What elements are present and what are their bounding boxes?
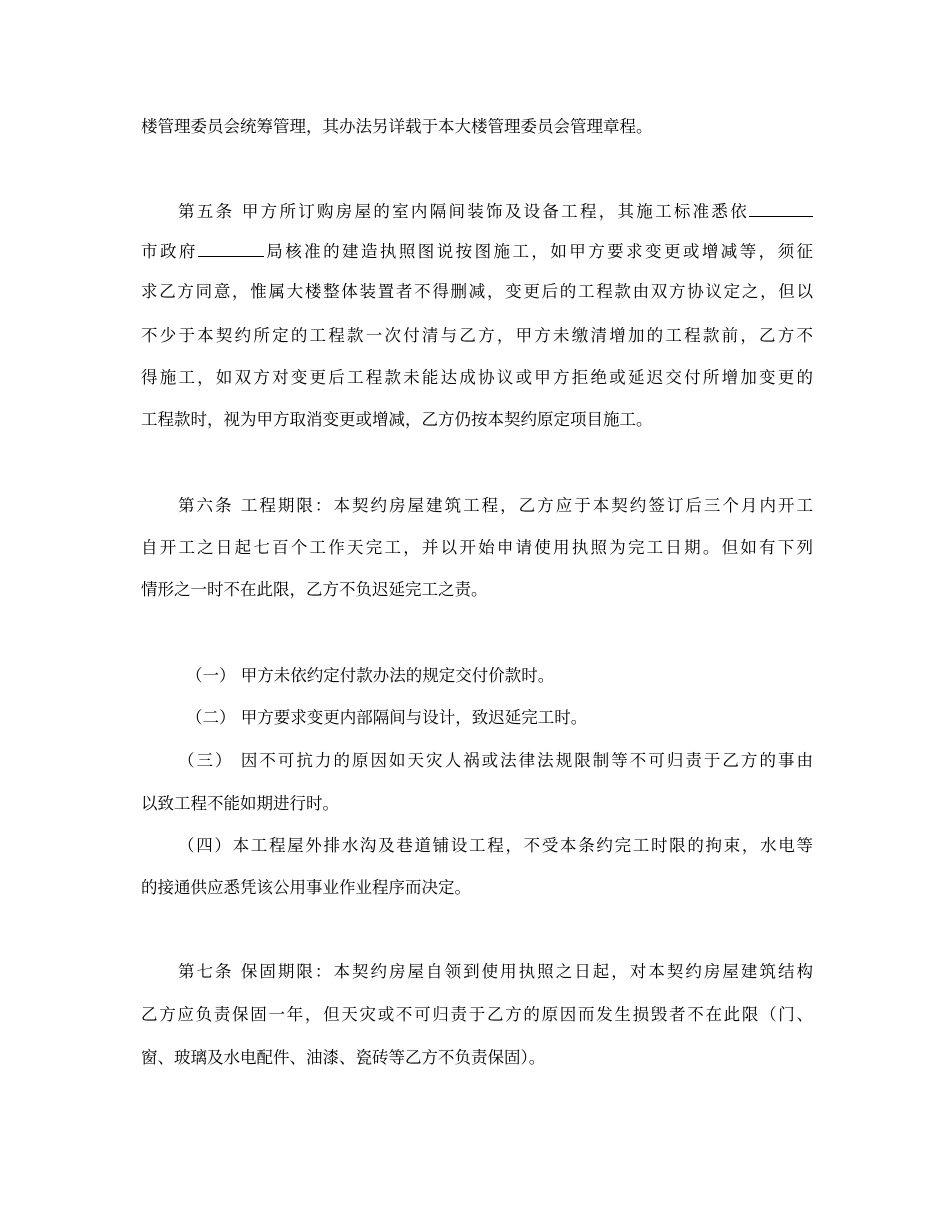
list-item: （一） 甲方未依约定付款办法的规定交付价款时。 <box>186 666 555 685</box>
text-line: 得施工，如双方对变更后工程款未能达成协议或甲方拒绝或延迟交付所增加变更的 <box>141 368 813 387</box>
text-line: 的接通供应悉凭该公用事业作业程序而决定。 <box>141 878 471 897</box>
text-fragment: 市政府 <box>141 242 198 261</box>
text-line: 工程款时，视为甲方取消变更或增减，乙方仍按本契约原定项目施工。 <box>141 410 653 429</box>
text-line <box>141 238 813 266</box>
text-line: 自开工之日起七百个工作天完工，并以开始申请使用执照为完工日期。但如有下列 <box>141 538 813 557</box>
article-7-heading-line: 第七条 保固期限：本契约房屋自领到使用执照之日起，对本契约房屋建筑结构 <box>178 962 813 981</box>
fill-in-blank <box>198 238 264 257</box>
article-6-heading-line: 第六条 工程期限：本契约房屋建筑工程，乙方应于本契约签订后三个月内开工 <box>178 496 813 515</box>
text-fragment: 第五条 甲方所订购房屋的室内隔间装饰及设备工程，其施工标准悉依 <box>178 202 749 221</box>
text-line: 不少于本契约所定的工程款一次付清与乙方，甲方未缴清增加的工程款前，乙方不 <box>141 326 813 345</box>
fill-in-blank <box>749 198 813 217</box>
text-line: 乙方应负责保固一年，但天灾或不可归责于乙方的原因而发生损毁者不在此限（门、 <box>141 1005 813 1024</box>
text-line: 求乙方同意，惟属大楼整体装置者不得删减，变更后的工程款由双方协议定之，但以 <box>141 282 813 301</box>
list-item: （二） 甲方要求变更内部隔间与设计，致迟延完工时。 <box>186 708 588 727</box>
text-line: 窗、玻璃及水电配件、油漆、瓷砖等乙方不负责保固）。 <box>141 1048 546 1067</box>
list-item: （四）本工程屋外排水沟及巷道铺设工程，不受本条约完工时限的拘束，水电等 <box>178 836 813 855</box>
list-item: （三） 因不可抗力的原因如天灾人祸或法律法规限制等不可归责于乙方的事由 <box>178 751 813 770</box>
text-fragment: 局核准的建造执照图说按图施工，如甲方要求变更或增减等，须征 <box>263 242 813 261</box>
article-5-heading-line <box>178 198 813 226</box>
text-line: 以致工程不能如期进行时。 <box>141 794 339 813</box>
text-line: 楼管理委员会统筹管理，其办法另详载于本大楼管理委员会管理章程。 <box>141 117 653 136</box>
text-line: 情形之一时不在此限，乙方不负迟延完工之责。 <box>141 580 488 599</box>
